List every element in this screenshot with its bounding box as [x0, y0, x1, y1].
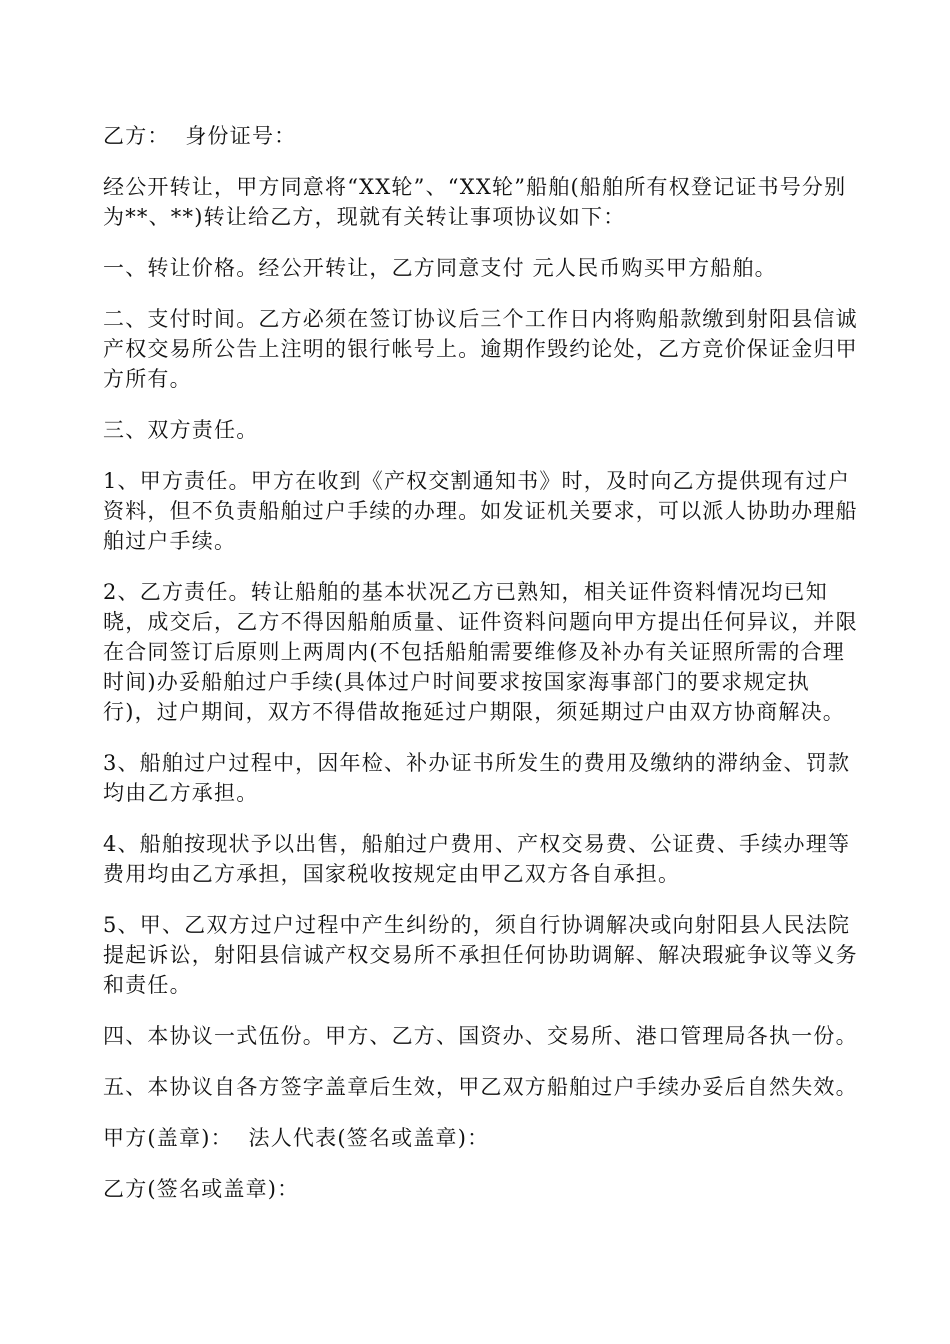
clause-3-3-fees: 3、船舶过户过程中，因年检、补办证书所发生的费用及缴纳的滞纳金、罚款均由乙方承担。: [103, 751, 851, 805]
party-a-signature-line: 甲方(盖章)： 法人代表(签名或盖章)：: [103, 1126, 490, 1150]
clause-3-heading: 三、双方责任。: [103, 418, 259, 442]
document-body: [103, 121, 863, 1225]
party-b-signature-line: 乙方(签名或盖章)：: [103, 1177, 300, 1201]
party-b-id-line: 乙方： 身份证号：: [103, 124, 297, 148]
clause-3-2-party-b-duty: 2、乙方责任。转让船舶的基本状况乙方已熟知，相关证件资料情况均已知晓，成交后，乙方不得因船舶质量、证件资料问题向甲方提出任何异议，并限在合同签订后原则上两周内(不包括船舶需要维修及补办有关证照所需的合理时间)办妥船舶过户手续(具体过户时间要求按国家海事部门的要求规定执行)，过户期间，双方不得借故拖延过户期限，须延期过户由双方协商解决。: [103, 580, 858, 724]
clause-1-price: 一、转让价格。经公开转让，乙方同意支付 元人民币购买甲方船舶。: [103, 256, 777, 280]
intro-paragraph: 经公开转让，甲方同意将“XX轮”、“XX轮”船舶(船舶所有权登记证书号分别为**、**)转让给乙方，现就有关转让事项协议如下：: [103, 175, 847, 229]
clause-3-5-disputes: 5、甲、乙双方过户过程中产生纠纷的，须自行协调解决或向射阳县人民法院提起诉讼，射阳县信诚产权交易所不承担任何协助调解、解决瑕疵争议等义务和责任。: [103, 913, 858, 997]
clause-3-1-party-a-duty: 1、甲方责任。甲方在收到《产权交割通知书》时，及时向乙方提供现有过户资料，但不负责船舶过户手续的办理。如发证机关要求，可以派人协助办理船舶过户手续。: [103, 469, 858, 553]
clause-3-4-costs: 4、船舶按现状予以出售，船舶过户费用、产权交易费、公证费、手续办理等费用均由乙方承担，国家税收按规定由甲乙双方各自承担。: [103, 832, 851, 886]
clause-2-payment-time: 二、支付时间。乙方必须在签订协议后三个工作日内将购船款缴到射阳县信诚产权交易所公告上注明的银行帐号上。逾期作毁约论处，乙方竞价保证金归甲方所有。: [103, 307, 858, 391]
clause-5-effectiveness: 五、本协议自各方签字盖章后生效，甲乙双方船舶过户手续办妥后自然失效。: [103, 1075, 858, 1099]
clause-4-copies: 四、本协议一式伍份。甲方、乙方、国资办、交易所、港口管理局各执一份。: [103, 1024, 858, 1048]
